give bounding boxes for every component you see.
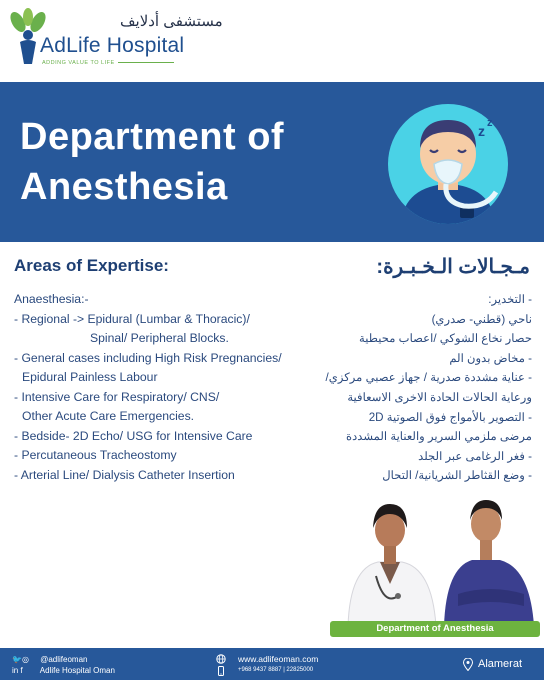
list-item: - Percutaneous Tracheostomy — [14, 448, 177, 462]
list-item: حصار نخاع الشوكي /اعصاب محيطية — [359, 332, 532, 346]
location-text[interactable]: Alamerat — [478, 658, 523, 670]
list-item: Spinal/ Peripheral Blocks. — [90, 331, 229, 345]
list-item: - General cases including High Risk Pregnancies/ — [14, 350, 282, 365]
list-item: - Intensive Care for Respiratory/ CNS/ — [14, 389, 220, 404]
social-name-row — [12, 666, 115, 675]
list-item: - التصوير بالأمواج فوق الصوتية 2D — [368, 410, 532, 424]
list-item: مرضى ملزمي السرير والعناية المشددة — [346, 430, 532, 444]
website-link[interactable]: www.adlifeoman.com — [238, 654, 319, 664]
list-item: - عناية مشددة صدرية / جهاز عصبي مركزي/ — [325, 371, 532, 385]
list-item: - مخاض بدون الم — [449, 351, 532, 365]
expertise-heading-en: Areas of Expertise: — [14, 256, 169, 275]
list-item: ناحي (قطني- صدري) — [431, 312, 532, 326]
page-title-line1: Department of — [20, 116, 285, 158]
logo-tagline: ADDING VALUE TO LIFE — [42, 60, 118, 66]
expertise-list-en — [14, 290, 334, 485]
list-item: - فغر الرغامى عبر الجلد — [418, 449, 532, 463]
social-handle-row — [12, 655, 88, 664]
doctors-photo — [340, 488, 540, 626]
list-item: - Arterial Line/ Dialysis Catheter Insertion — [14, 467, 235, 482]
twitter-instagram-icon: 🐦◎ — [12, 655, 29, 664]
list-item: - وضع القثاطر الشريانية/ التحال — [382, 469, 532, 483]
list-item: - التخدير: — [488, 293, 532, 306]
page-title-line2: Anesthesia — [20, 166, 228, 208]
logo-arabic-text: مستشفى أدلايف — [120, 13, 223, 30]
logo-text: AdLife Hospital — [40, 34, 185, 57]
list-item: ورعاية الحالات الحادة الاخرى الاسعافية — [347, 390, 532, 404]
social-name[interactable]: Adlife Hospital Oman — [39, 666, 115, 675]
header — [0, 0, 544, 82]
phone-icon — [216, 666, 226, 676]
list-item: - Regional -> Epidural (Lumbar & Thoracic)/ — [14, 311, 250, 326]
social-handle[interactable]: @adlifeoman — [40, 655, 88, 664]
phone-number[interactable]: +968 9437 8887 | 22825000 — [238, 667, 314, 673]
expertise-list-ar — [325, 290, 532, 486]
list-item: Epidural Painless Labour — [22, 370, 158, 384]
department-badge: Department of Anesthesia — [330, 621, 540, 637]
globe-icon — [216, 654, 226, 664]
list-item: - Bedside- 2D Echo/ USG for Intensive Care — [14, 428, 253, 443]
page-title — [20, 112, 350, 212]
footer — [0, 648, 544, 680]
linkedin-facebook-icon: in f — [12, 666, 23, 675]
svg-text:z: z — [478, 123, 485, 139]
sleeping-patient-oxygen-mask-icon — [386, 102, 510, 226]
list-item: Anaesthesia:- — [14, 292, 89, 306]
location-pin-icon — [463, 658, 473, 671]
list-item: Other Acute Care Emergencies. — [22, 409, 195, 423]
expertise-heading-ar: مـجـالات الـخـبـرة: — [376, 256, 530, 278]
svg-text:z: z — [487, 117, 493, 129]
